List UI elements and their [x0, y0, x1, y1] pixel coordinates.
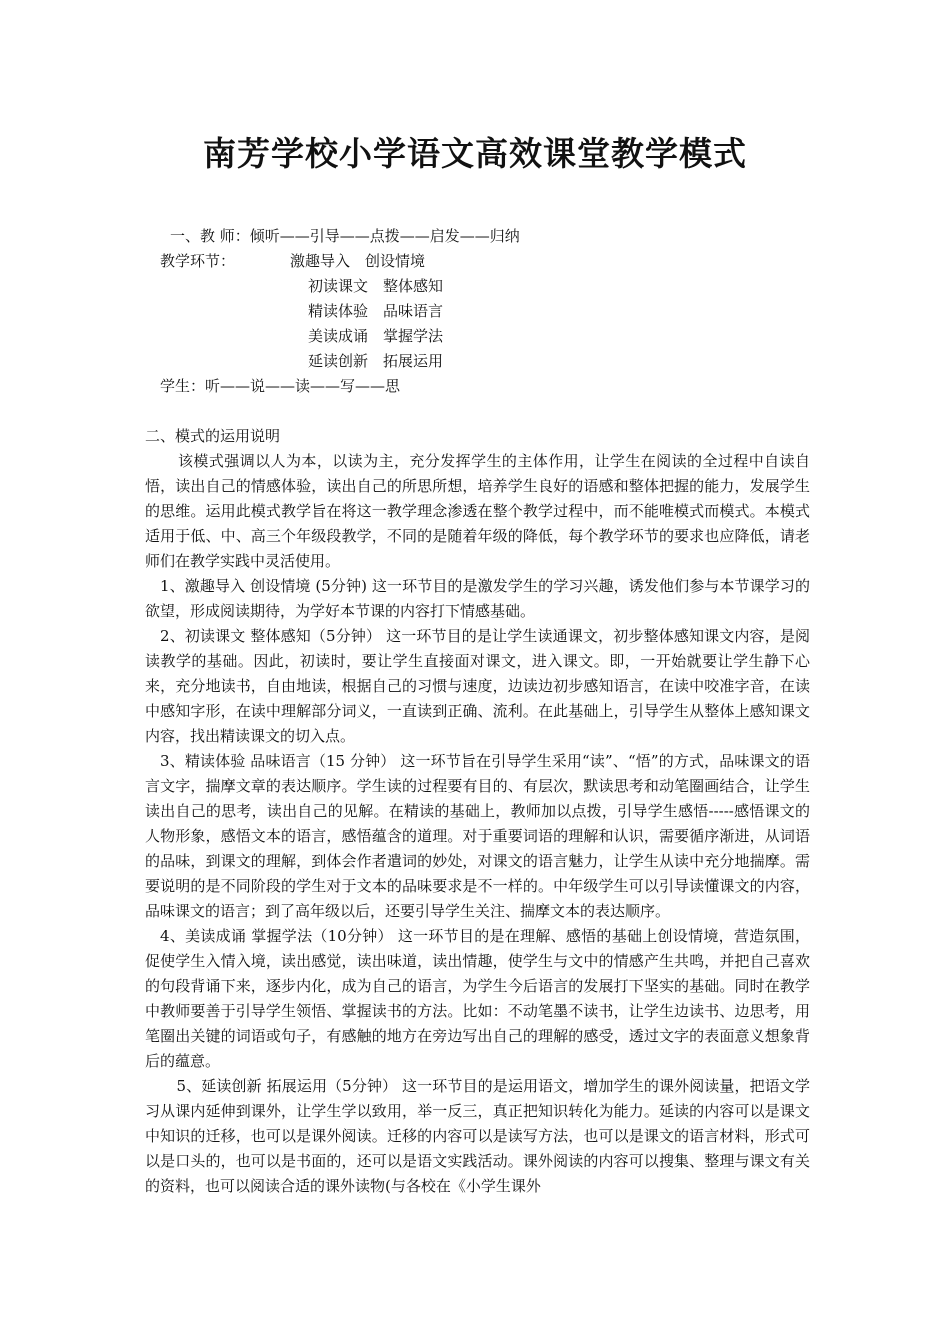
section-heading: 二、模式的运用说明	[145, 427, 281, 445]
intro-paragraph: 该模式强调以人为本，以读为主，充分发挥学生的主体作用，让学生在阅读的全过程中自读自悟，读出自己的情感体验，读出自己的所思所想，培养学生良好的语感和整体把握的能力，发展学生的思维。运用此模式教学旨在将这一教学理念渗透在整个教学过程中，而不能唯模式而模式。本模式适用于低、中、高三个年级段教学，不同的是随着年级的降低，每个教学环节的要求也应降低，请老师们在教学实践中灵活使用。	[145, 452, 810, 570]
step-paragraph-2: 2、初读课文 整体感知（5分钟） 这一环节目的是让学生读通课文，初步整体感知课文内容，是阅读教学的基础。因此，初读时，要让学生直接面对课文，进入课文。即，一开始就要让学生静下心来，充分地读书，自由地读，根据自己的习惯与速度，边读边初步感知语言，在读中咬准字音，在读中感知字形，在读中理解部分词义，一直读到正确、流利。在此基础上，引导学生从整体上感知课文内容，找出精读课文的切入点。	[145, 627, 810, 745]
step-paragraph-1: 1、激趣导入 创设情境 (5分钟) 这一环节目的是激发学生的学习兴趣，诱发他们参与本节课学习的欲望，形成阅读期待，为学好本节课的内容打下情感基础。	[145, 577, 810, 620]
document-title: 南芳学校小学语文高效课堂教学模式	[203, 134, 747, 173]
student-line: 学生：听——说——读——写——思	[160, 377, 401, 395]
teacher-line: 一、教 师：倾听——引导——点拨——启发——归纳	[170, 227, 520, 245]
step-paragraph-3: 3、精读体验 品味语言（15 分钟） 这一环节旨在引导学生采用“读”、“悟”的方式，品味课文的语言文字，揣摩文章的表达顺序。学生读的过程要有目的、有层次，默读思考和动笔圈画结合，让学生读出自己的思考，读出自己的见解。在精读的基础上，教师加以点拨，引导学生感悟-----感悟课文的人物形象，感悟文本的语言，感悟蕴含的道理。对于重要词语的理解和认识，需要循序渐进，从词语的品味，到课文的理解，到体会作者遣词的妙处，对课文的语言魅力，让学生从读中充分地揣摩。需要说明的是不同阶段的学生对于文本的品味要求是不一样的。中年级学生可以引导读懂课文的内容，品味课文的语言；到了高年级以后，还要引导学生关注、揣摩文本的表达顺序。	[145, 752, 810, 920]
stage-item: 激趣导入 创设情境	[290, 252, 426, 270]
stage-item: 初读课文 整体感知	[308, 277, 444, 295]
stage-item: 延读创新 拓展运用	[308, 352, 444, 370]
stage-item: 精读体验 品味语言	[308, 302, 444, 320]
usage-section	[145, 424, 810, 1199]
stage-label: 教学环节：	[160, 252, 236, 270]
stage-item: 美读成诵 掌握学法	[308, 327, 444, 345]
step-paragraph-4: 4、美读成诵 掌握学法（10分钟） 这一环节目的是在理解、感悟的基础上创设情境，营造氛围，促使学生入情入境，读出感觉，读出味道，读出情趣，使学生与文中的情感产生共鸣，并把自己喜欢的句段背诵下来，逐步内化，成为自己的语言，为学生今后语言的发展打下坚实的基础。同时在教学中教师要善于引导学生领悟、掌握读书的方法。比如：不动笔墨不读书，让学生边读书、边思考，用笔圈出关键的词语或句子，有感触的地方在旁边写出自己的理解的感受，透过文字的表面意义想象背后的蕴意。	[145, 927, 810, 1070]
step-paragraph-5: 5、延读创新 拓展运用（5分钟） 这一环节目的是运用语文，增加学生的课外阅读量，把语文学习从课内延伸到课外，让学生学以致用，举一反三，真正把知识转化为能力。延读的内容可以是课文中知识的迁移，也可以是课外阅读。迁移的内容可以是读写方法，也可以是课文的语言材料，形式可以是口头的，也可以是书面的，还可以是语文实践活动。课外阅读的内容可以搜集、整理与课文有关的资料，也可以阅读合适的课外读物(与各校在《小学生课外	[145, 1077, 810, 1195]
